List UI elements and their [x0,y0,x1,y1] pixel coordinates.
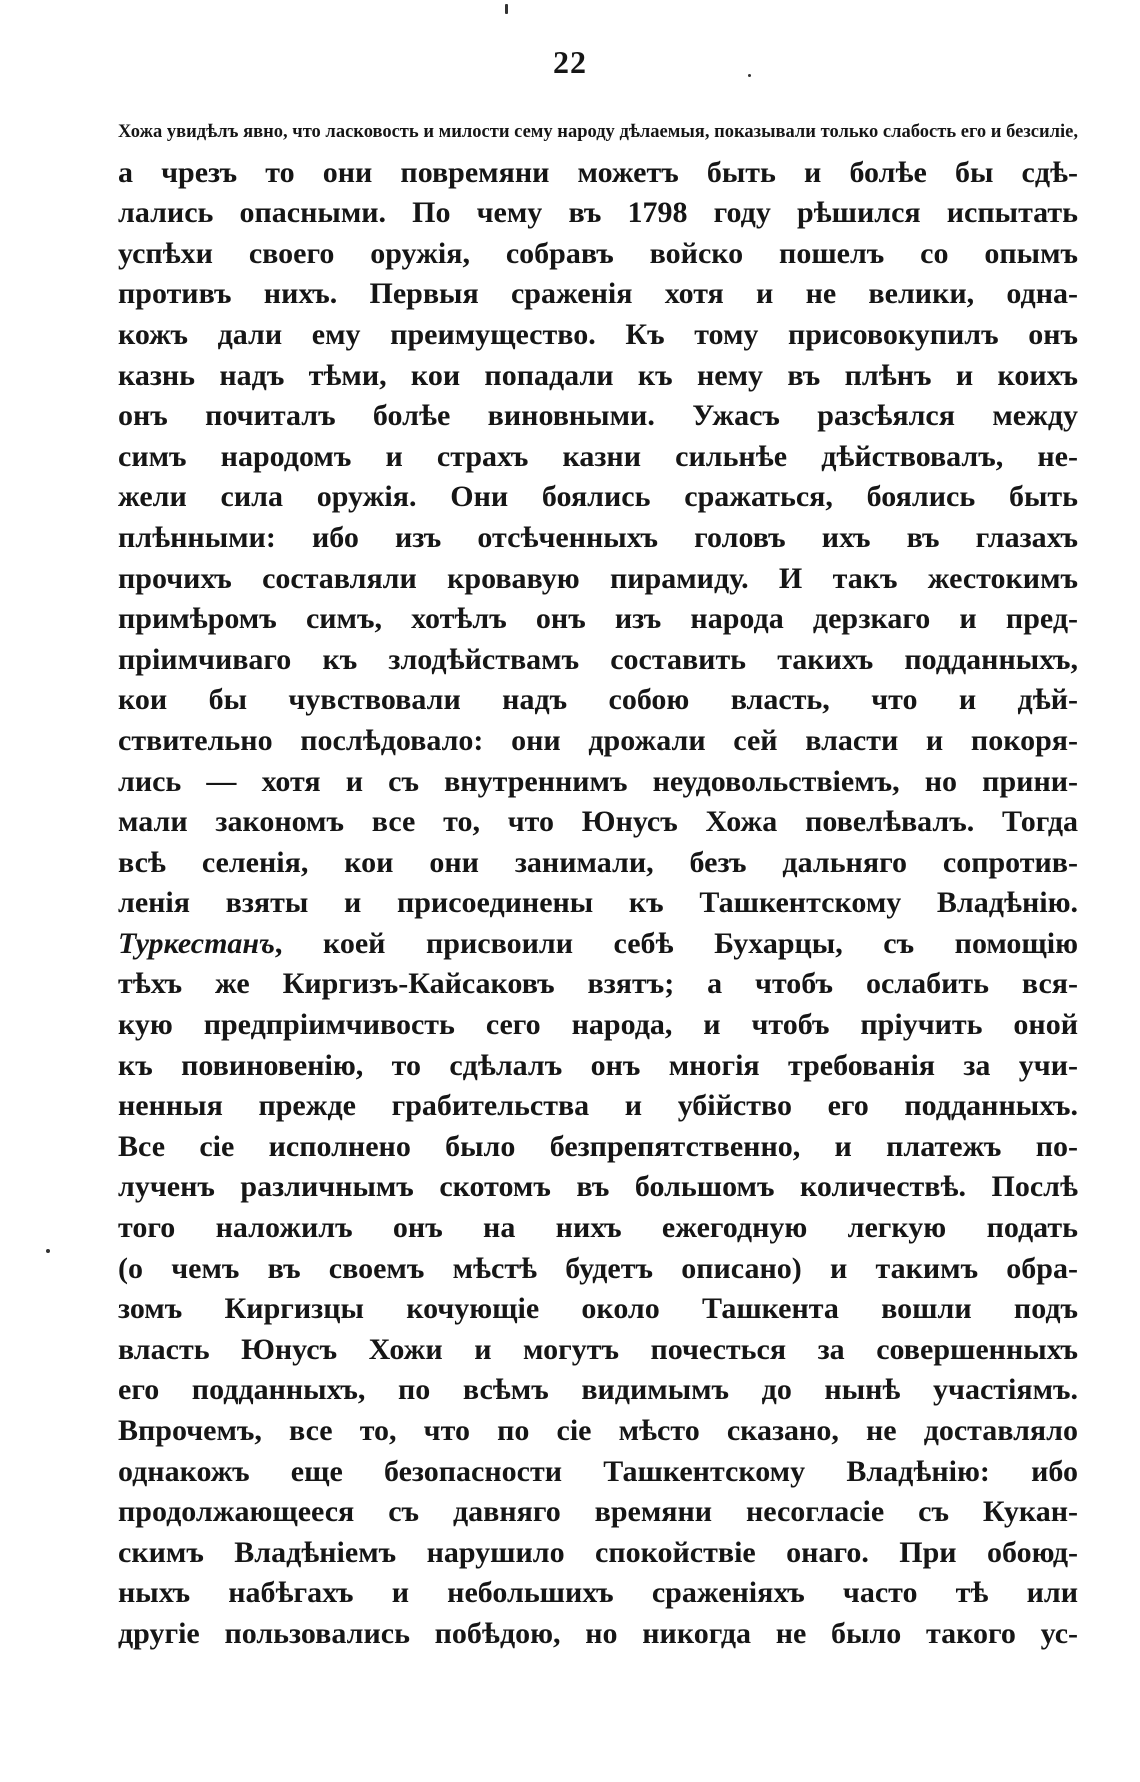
text-line-21: Туркестанъ, коей присвоили себѣ Бухарцы, съ помощію [118,926,1078,960]
text-line-17: лись — хотя и съ внутреннимъ неудовольствіемъ, но прини- [118,764,1078,798]
text-line-28: того наложилъ онъ на нихъ ежегодную легкую подать [118,1211,1078,1245]
text-line-10: жели сила оружія. Они боялись сражаться, боялись быть [118,480,1078,514]
scan-speck [505,4,508,14]
text-line-36: скимъ Владѣніемъ нарушило спокойствіе онаго. При обоюд- [118,1535,1078,1569]
text-line-16: ствительно послѣдовало: они дрожали сей власти и покоря- [118,723,1078,757]
text-line-1: Хожа увидѣлъ явно, что ласковость и милости сему народу дѣлаемыя, показывали только слабость его и безсиліе, [118,122,1078,142]
text-line-3: лались опасными. По чему въ 1798 году рѣшился испытать [118,196,1078,230]
text-line-11: плѣнными: ибо изъ отсѣченныхъ головъ ихъ въ глазахъ [118,520,1078,554]
text-line-15: кои бы чувствовали надъ собою власть, что и дѣй- [118,683,1078,717]
text-line-7: казнь надъ тѣми, кои попадали къ нему въ плѣнъ и коихъ [118,358,1078,392]
scan-speck [46,1249,50,1253]
text-line-26: Все сіе исполнено было безпрепятственно, и платежъ по- [118,1129,1078,1163]
text-line-27: лученъ различнымъ скотомъ въ большомъ количествѣ. Послѣ [118,1170,1078,1204]
text-line-24: къ повиновенію, то сдѣлалъ онъ многія требованія за учи- [118,1048,1078,1082]
text-line-23: кую предпріимчивость сего народа, и чтобъ пріучить оной [118,1008,1078,1042]
text-line-12: прочихъ составляли кровавую пирамиду. И такъ жестокимъ [118,561,1078,595]
text-line-34: однакожъ еще безопасности Ташкентскому Владѣнію: ибо [118,1454,1078,1488]
text-line-30: зомъ Киргизцы кочующіе около Ташкента вошли подъ [118,1292,1078,1326]
text-line-22: тѣхъ же Киргизъ-Кайсаковъ взятъ; а чтобъ ослабить вся- [118,967,1078,1001]
text-line-20: ленія взяты и присоединены къ Ташкентскому Владѣнію. [118,886,1078,920]
text-line-35: продолжающееся съ давняго времяни несогласіе съ Кукан- [118,1495,1078,1529]
scan-speck [748,74,751,77]
italic-place-name: Туркестанъ [118,926,275,960]
text-line-31: власть Юнусъ Хожи и могутъ почесться за совершенныхъ [118,1332,1078,1366]
text-line-2: а чрезъ то они повремяни можетъ быть и болѣе бы сдѣ- [118,155,1078,189]
text-line-37: ныхъ набѣгахъ и небольшихъ сраженіяхъ часто тѣ или [118,1576,1078,1610]
text-line-33: Впрочемъ, все то, что по сіе мѣсто сказано, не доставляло [118,1414,1078,1447]
text-line-6: кожъ дали ему преимущество. Къ тому присовокупилъ онъ [118,317,1078,351]
body-text [118,112,1078,1655]
text-line-29: (о чемъ въ своемъ мѣстѣ будетъ описано) и такимъ обра- [118,1251,1078,1285]
text-line-9: симъ народомъ и страхъ казни сильнѣе дѣйствовалъ, не- [118,439,1078,473]
text-line-8: онъ почиталъ болѣе виновными. Ужасъ разсѣялся между [118,399,1078,433]
text-line-19: всѣ селенія, кои они занимали, безъ дальняго сопротив- [118,845,1078,879]
text-line-38: другіе пользовались побѣдою, но никогда не было такого ус- [118,1616,1078,1650]
text-line-14: пріимчиваго къ злодѣйствамъ составить такихъ подданныхъ, [118,642,1078,676]
text-line-25: ненныя прежде грабительства и убійство его подданныхъ. [118,1089,1078,1123]
text-line-13: примѣромъ симъ, хотѣлъ онъ изъ народа дерзкаго и пред- [118,602,1078,636]
page-number: 22 [553,44,587,80]
text-line-18: мали закономъ все то, что Юнусъ Хожа повелѣвалъ. Тогда [118,805,1078,839]
text-line-32: его подданныхъ, по всѣмъ видимымъ до нынѣ участіямъ. [118,1373,1078,1407]
text-line-5: противъ нихъ. Первыя сраженія хотя и не велики, одна- [118,277,1078,311]
text-line-4: успѣхи своего оружія, собравъ войско пошелъ со опымъ [118,236,1078,270]
